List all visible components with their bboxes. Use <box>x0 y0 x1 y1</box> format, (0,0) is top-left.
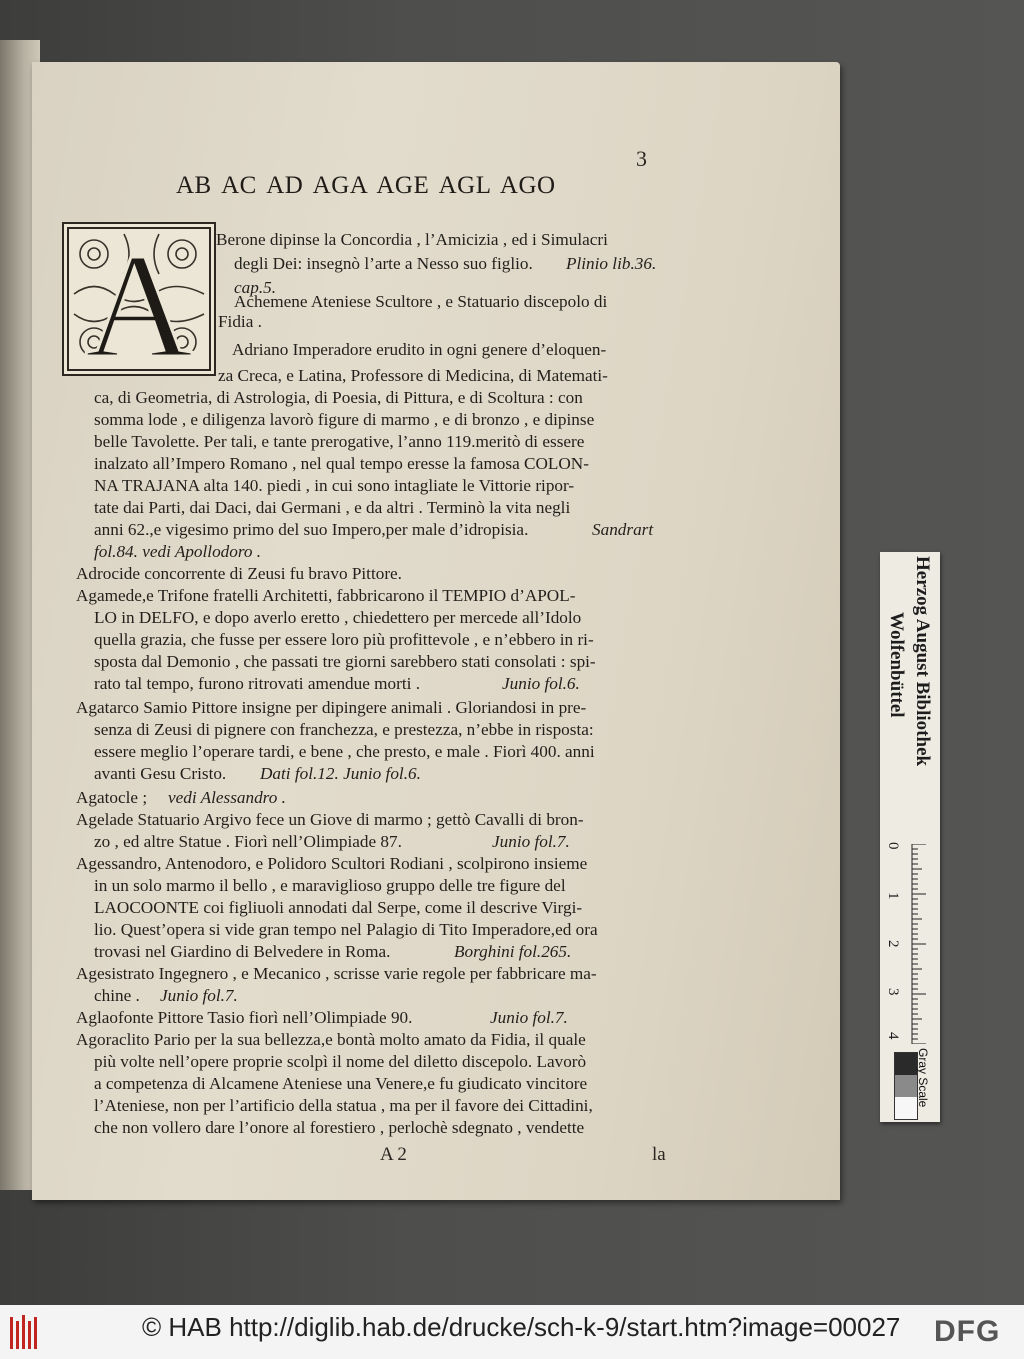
scale-number: 2 <box>885 940 901 948</box>
dfg-logo: DFG <box>934 1315 1001 1348</box>
text-line: avanti Gesu Cristo. <box>94 764 227 783</box>
citation: fol.84. vedi Apollodoro . <box>94 542 262 561</box>
text-line: Agesistrato Ingegnero , e Mecanico , scrisse varie regole per fabbricare ma- <box>76 964 597 983</box>
text-line: a competenza di Alcamene Ateniese una Venere,e fu giudicato vincitore <box>94 1074 588 1093</box>
running-header: AB AC AD AGA AGE AGL AGO <box>176 172 556 199</box>
text-line: zo , ed altre Statue . Fiorì nell’Olimpiade 87. <box>94 832 402 851</box>
citation: vedi Alessandro . <box>168 788 286 807</box>
text-line: inalzato all’Impero Romano , nel qual tempo eresse la famosa COLON- <box>94 454 589 473</box>
text-line: LAOCOONTE coi figliuoli annodati dal Serpe, come il descrive Virgi- <box>94 898 583 917</box>
citation: Plinio lib.36. <box>566 254 657 273</box>
initial-letter: A <box>84 224 194 374</box>
text-line: che non vollero dare l’onore al forestiero , perlochè sdegnato , vendette <box>94 1118 585 1137</box>
text-line: lio. Quest’opera si vide gran tempo nel Palagio di Tito Imperadore,ed ora <box>94 920 598 939</box>
text-line: quella grazia, che fusse per essere loro più profittevole , e n’ebbero in ri- <box>94 630 594 649</box>
text-line: somma lode , e diligenza lavorò figure di marmo , e di bronzo , e dipinse <box>94 410 595 429</box>
text-line: Agelade Statuario Argivo fece un Giove di marmo ; gettò Cavalli di bron- <box>76 810 584 829</box>
gray-scale-label: Gray Scale <box>916 1048 930 1108</box>
text-line: rato tal tempo, furono ritrovati amendue morti . <box>94 674 420 693</box>
ruler-institution: Herzog August Bibliothek <box>912 556 933 767</box>
text-line: Agamede,e Trifone fratelli Architetti, fabbricarono il TEMPIO d’APOL- <box>76 586 576 605</box>
catchword: la <box>652 1144 666 1165</box>
text-line: Agoraclito Pario per la sua bellezza,e bontà molto amato da Fidia, il quale <box>76 1030 586 1049</box>
citation: cap.5. <box>234 278 277 297</box>
ruler-city: Wolfenbüttel <box>886 612 907 718</box>
scale-number: 3 <box>885 988 901 996</box>
citation: Borghini fol.265. <box>454 942 572 961</box>
text-line: za Creca, e Latina, Professore di Medicina, di Matemati- <box>218 366 608 385</box>
text-line: Agessandro, Antenodoro, e Polidoro Scultori Rodiani , scolpirono insieme <box>76 854 588 873</box>
scale-number: 4 <box>885 1032 901 1040</box>
signature-mark: A 2 <box>380 1144 407 1165</box>
text-line: anni 62.,e vigesimo primo del suo Impero,per male d’idropisia. <box>94 520 529 539</box>
text-line: degli Dei: insegnò l’arte a Nesso suo figlio. <box>234 254 533 273</box>
text-line: LO in DELFO, e dopo averlo eretto , chiedettero per mercede all’Idolo <box>94 608 582 627</box>
text-line: ca, di Geometria, di Astrologia, di Poesia, di Pittura, e di Scoltura : con <box>94 388 583 407</box>
text-line: l’Ateniese, non per l’artificio della statua , ma per il favore dei Cittadini, <box>94 1096 593 1115</box>
text-line: Adrocide concorrente di Zeusi fu bravo Pittore. <box>76 564 402 583</box>
citation: Junio fol.7. <box>492 832 570 851</box>
text-line: essere meglio l’operare tardi, e bene , che presto, e male . Fiorì 400. anni <box>94 742 595 761</box>
page-number: 3 <box>636 146 647 171</box>
text-line: tate dai Parti, dai Daci, dai Germani , e da altri . Terminò la vita negli <box>94 498 571 517</box>
text-line: Achemene Ateniese Scultore , e Statuario discepolo di <box>234 292 608 311</box>
text-line: sposta dal Demonio , che passati tre giorni sarebbero stati consolati : spi- <box>94 652 596 671</box>
text-line: chine . <box>94 986 140 1005</box>
citation: Dati fol.12. Junio fol.6. <box>260 764 421 783</box>
citation: Junio fol.6. <box>502 674 580 693</box>
text-line: trovasi nel Giardino di Belvedere in Roma. <box>94 942 391 961</box>
citation: Junio fol.7. <box>160 986 238 1005</box>
text-line: Fidia . <box>218 312 262 331</box>
text-line: senza di Zeusi di pignere con franchezza, e prestezza, n’ebbe in risposta: <box>94 720 594 739</box>
text-line: Adriano Imperadore erudito in ogni genere d’eloquen- <box>232 340 607 359</box>
text-line: belle Tavolette. Per tali, e tante prerogative, l’anno 119.meritò di essere <box>94 432 585 451</box>
text-line: Agatocle ; <box>76 788 148 807</box>
text-line: Aglaofonte Pittore Tasio fiorì nell’Olimpiade 90. <box>76 1008 413 1027</box>
library-logo-icon <box>8 1313 40 1353</box>
copyright-url-link[interactable]: © HAB http://diglib.hab.de/drucke/sch-k-9/start.htm?image=00027 <box>142 1312 901 1342</box>
scale-number: 1 <box>885 892 901 900</box>
gray-scale-ruler <box>880 552 940 1122</box>
gray-patches <box>894 1052 918 1120</box>
citation: Sandrart <box>592 520 654 539</box>
text-line: Agatarco Samio Pittore insigne per dipingere animali . Gloriandosi in pre- <box>76 698 587 717</box>
text-line: Berone dipinse la Concordia , l’Amicizia , ed i Simulacri <box>216 230 608 249</box>
citation: Junio fol.7. <box>490 1008 568 1027</box>
scale-number: 0 <box>885 842 901 850</box>
text-line: più volte nell’opere proprie scolpì il nome del diletto discepolo. Lavorò <box>94 1052 587 1071</box>
text-line: NA TRAJANA alta 140. piedi , in cui sono intagliate le Vittorie ripor- <box>94 476 575 495</box>
text-line: in un solo marmo il bello , e maraviglioso gruppo delle tre figure del <box>94 876 566 895</box>
